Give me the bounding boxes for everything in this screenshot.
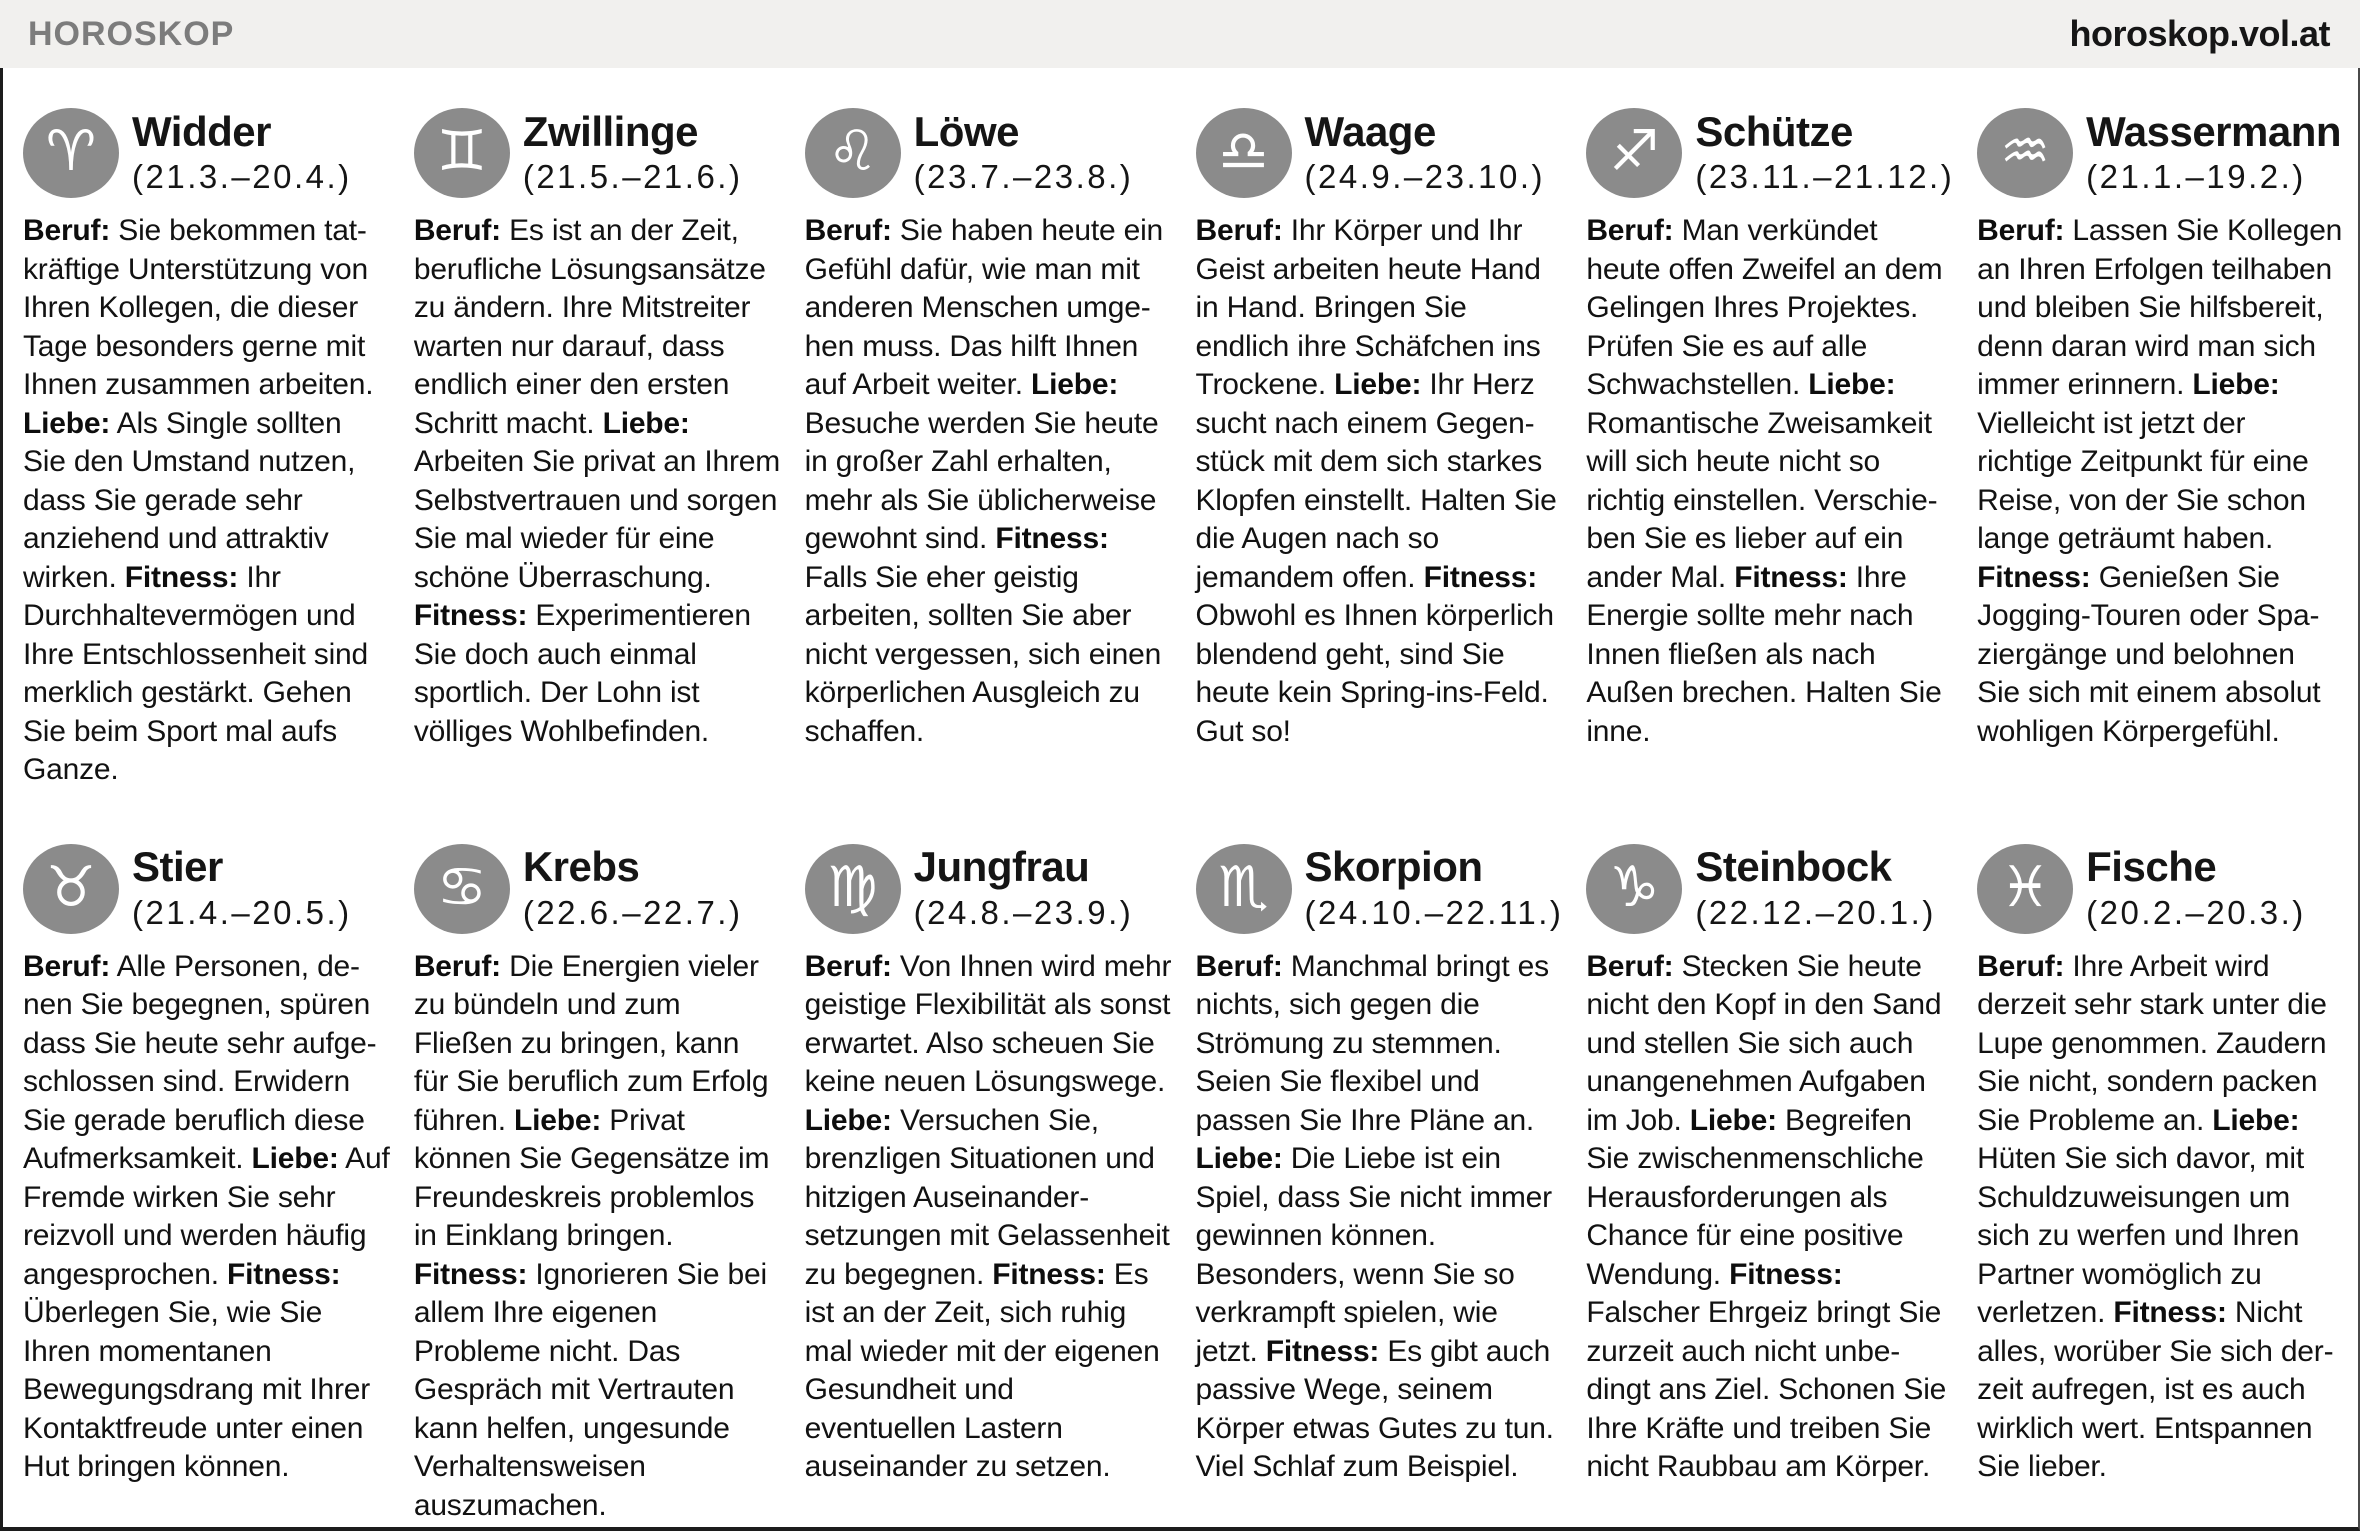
sagittarius-icon	[1586, 108, 1682, 198]
card-header	[1586, 108, 1953, 198]
section-label: Liebe:	[1689, 1103, 1777, 1137]
card-header	[414, 844, 781, 934]
section-label: Fitness:	[413, 599, 528, 632]
horoscope-card	[23, 844, 390, 1526]
section-label: Liebe:	[513, 1103, 602, 1137]
section-label: Beruf:	[413, 949, 501, 983]
horoscope-grid	[0, 68, 2360, 1531]
sign-title-block	[1304, 107, 1545, 197]
section-label: Liebe:	[1334, 368, 1422, 401]
card-header	[1196, 108, 1563, 198]
section-label: Beruf:	[23, 214, 111, 247]
sign-dates: (23.7.–23.8.)	[913, 158, 1134, 196]
sign-text: Beruf: Die Energien vieler zu bündeln und zum Fließen zu bringen, kann für Sie beruflich zum Erfolg führen. Liebe: Privat können Sie Gegensätze im Freundeskreis problemlos in Einklang bringen. Fitness: Ignorieren Sie bei allem Ihre eigenen Probleme nicht. Das Gespräch mit Vertrauten kann helfen, ungesunde Verhaltensweisen auszumachen.	[413, 949, 770, 1522]
section-label: Liebe:	[602, 406, 690, 440]
card-header	[1977, 108, 2344, 198]
section-label: Fitness:	[1423, 560, 1537, 594]
horoscope-card	[805, 108, 1172, 790]
section-label: Liebe:	[2212, 1103, 2300, 1137]
horoscope-card	[1586, 108, 1953, 790]
sign-text: Beruf: Lassen Sie Kollegen an Ihren Erfolgen teilhaben und bleiben Sie hilfsbereit, denn daran wird man sich immer erinnern. Liebe: Vielleicht ist jetzt der richtige Zeitpunkt für eine Reise, von der Sie schon lange geträumt haben. Fitness: Genießen Sie Jogging-Touren oder Spaziergänge und belohnen Sie sich mit einem absolut wohligen Körpergefühl.	[1977, 214, 2343, 748]
sign-dates: (24.10.–22.11.)	[1304, 893, 1564, 931]
sign-title-block	[522, 107, 743, 197]
page-title: HOROSKOP	[28, 14, 235, 53]
gemini-icon	[414, 108, 510, 198]
cancer-icon	[414, 844, 510, 934]
section-label: Fitness:	[992, 1257, 1106, 1291]
zodiac-glyph: ♌	[827, 119, 878, 184]
sign-name: Widder	[132, 107, 271, 155]
sign-title-block	[914, 845, 1134, 932]
sign-dates: (21.1.–19.2.)	[2086, 158, 2306, 196]
section-label: Fitness:	[2113, 1296, 2227, 1329]
zodiac-glyph: ♏	[1218, 854, 1269, 920]
card-header	[23, 108, 390, 198]
sign-dates: (21.4.–20.5.)	[132, 893, 352, 931]
sign-text: Beruf: Es ist an der Zeit, berufliche Lösungsansätze zu ändern. Ihre Mitstreiter warten nur darauf, dass endlich einer den ersten Schritt macht. Liebe: Arbeiten Sie privat an Ihrem Selbstvertrauen und sorgen Sie mal wieder für eine schöne Überraschung. Fitness: Experimentieren Sie doch auch einmal sportlich. Der Lohn ist völliges Wohlbefinden.	[413, 214, 781, 748]
section-label: Beruf:	[1586, 214, 1674, 247]
sign-dates: (20.2.–20.3.)	[2086, 893, 2306, 931]
section-label: Fitness:	[995, 522, 1109, 555]
aries-icon	[23, 108, 119, 198]
sign-name: Waage	[1304, 107, 1436, 155]
horoscope-card	[1977, 844, 2344, 1526]
sign-dates: (24.9.–23.10.)	[1304, 158, 1545, 196]
card-header	[414, 108, 781, 198]
section-label: Beruf:	[1195, 949, 1283, 983]
virgo-icon	[805, 844, 901, 934]
section-label: Beruf:	[413, 214, 501, 247]
sign-name: Fische	[2086, 843, 2217, 891]
horoscope-card	[23, 108, 390, 790]
sign-name: Stier	[132, 843, 223, 891]
section-label: Beruf:	[1586, 949, 1674, 983]
sign-name: Zwillinge	[522, 107, 698, 155]
sign-title-block	[523, 845, 743, 932]
sign-dates: (23.11.–21.12.)	[1695, 158, 1955, 196]
masthead	[0, 0, 2360, 68]
taurus-icon	[23, 844, 119, 934]
sign-dates: (22.6.–22.7.)	[522, 893, 743, 931]
section-label: Liebe:	[2192, 368, 2280, 401]
section-label: Fitness:	[1729, 1257, 1843, 1291]
section-label: Fitness:	[1734, 560, 1848, 594]
sign-dates: (21.3.–20.4.)	[132, 158, 352, 196]
pisces-icon	[1977, 844, 2073, 934]
zodiac-glyph: ♑	[1609, 854, 1660, 920]
sign-title-block	[2086, 845, 2306, 932]
sign-text: Beruf: Ihre Arbeit wird derzeit sehr stark unter die Lupe genommen. Zaudern Sie nicht, sondern packen Sie Probleme an. Liebe: Hüten Sie sich davor, mit Schuldzuweisungen um sich zu werfen und Ihren Partner womöglich zu verletzen. Fitness: Nicht alles, worüber Sie sich derzeit aufregen, ist es auch wirklich wert. Entspannen Sie lieber.	[1977, 949, 2334, 1483]
sign-dates: (22.12.–20.1.)	[1695, 893, 1936, 931]
section-label: Beruf:	[804, 214, 892, 247]
section-label: Liebe:	[1195, 1142, 1283, 1175]
sign-name: Krebs	[522, 843, 640, 891]
section-label: Liebe:	[251, 1142, 339, 1175]
zodiac-glyph: ♉	[45, 854, 97, 920]
sign-text: Beruf: Sie haben heute ein Gefühl dafür, wie man mit anderen Menschen umgehen muss. Das hilft Ihnen auf Arbeit weiter. Liebe: Besuche werden Sie heute in großer Zahl erhalten, mehr als Sie üblicherweise gewohnt sind. Fitness: Falls Sie eher geistig arbeiten, sollten Sie aber nicht vergessen, sich einen körperlichen Ausgleich zu schaffen.	[804, 214, 1164, 748]
section-label: Beruf:	[1977, 214, 2065, 247]
zodiac-glyph: ♍	[827, 854, 878, 920]
sign-name: Jungfrau	[913, 843, 1090, 891]
section-label: Liebe:	[1030, 368, 1119, 401]
sign-name: Löwe	[913, 107, 1019, 155]
section-label: Beruf:	[23, 949, 111, 983]
zodiac-glyph: ♈	[45, 119, 97, 184]
sign-name: Wassermann	[2086, 107, 2342, 155]
zodiac-glyph: ♊	[436, 119, 487, 184]
scorpio-icon	[1196, 844, 1292, 934]
horoscope-card	[1196, 844, 1563, 1526]
card-header	[1977, 844, 2344, 934]
libra-icon	[1196, 108, 1292, 198]
section-label: Liebe:	[1808, 368, 1896, 401]
zodiac-glyph: ♎	[1218, 119, 1269, 184]
sign-title-block	[132, 107, 352, 197]
sign-name: Skorpion	[1304, 843, 1483, 891]
sign-title-block	[1695, 845, 1935, 932]
sign-title-block	[1305, 845, 1564, 932]
sign-title-block	[1695, 107, 1955, 197]
sign-text: Beruf: Von Ihnen wird mehr geistige Flexibilität als sonst erwartet. Also scheuen Sie keine neuen Lösungswege. Liebe: Versuchen Sie, brenzligen Situationen und hitzigen Auseinandersetzungen mit Gelassenheit zu begegnen. Fitness: Es ist an der Zeit, sich ruhig mal wieder mit der eigenen Gesundheit und eventuellen Lastern auseinander zu setzen.	[804, 949, 1172, 1483]
sign-name: Steinbock	[1695, 843, 1892, 891]
card-header	[805, 844, 1172, 934]
sign-text: Beruf: Alle Personen, denen Sie begegnen, spüren dass Sie heute sehr aufgeschlossen sind. Erwidern Sie gerade beruflich diese Aufmerksamkeit. Liebe: Auf Fremde wirken Sie sehr reizvoll und werden häufig angesprochen. Fitness: Überlegen Sie, wie Sie Ihren momentanen Bewegungsdrang mit Ihrer Kontaktfreude unter einen Hut bringen können.	[23, 949, 390, 1483]
section-label: Beruf:	[1977, 949, 2065, 983]
section-label: Fitness:	[227, 1257, 341, 1291]
card-header	[1196, 844, 1563, 934]
aquarius-icon	[1977, 108, 2073, 198]
section-label: Fitness:	[413, 1257, 528, 1291]
site-url: horoskop.vol.at	[2069, 13, 2330, 54]
sign-text: Beruf: Manchmal bringt es nichts, sich gegen die Strömung zu stemmen. Seien Sie flexibel und passen Sie Ihre Pläne an. Liebe: Die Liebe ist ein Spiel, dass Sie nicht immer gewinnen können. Besonders, wenn Sie so verkrampft spielen, wie jetzt. Fitness: Es gibt auch passive Wege, seinem Körper etwas Gutes zu tun. Viel Schlaf zum Beispiel.	[1195, 949, 1554, 1483]
horoscope-card	[1977, 108, 2344, 790]
card-header	[1586, 844, 1953, 934]
sign-text: Beruf: Stecken Sie heute nicht den Kopf in den Sand und stellen Sie sich auch unangenehmen Aufgaben im Job. Liebe: Begreifen Sie zwischenmenschliche Herausforderungen als Chance für eine positive Wendung. Fitness: Falscher Ehrgeiz bringt Sie zurzeit auch nicht unbedingt ans Ziel. Schonen Sie Ihre Kräfte und treiben Sie nicht Raubbau am Körper.	[1586, 949, 1947, 1483]
sign-title-block	[2086, 107, 2342, 197]
sign-text: Beruf: Ihr Körper und Ihr Geist arbeiten heute Hand in Hand. Bringen Sie endlich ihre Schäfchen ins Trockene. Liebe: Ihr Herz sucht nach einem Gegenstück mit dem sich starkes Klopfen einstellt. Halten Sie die Augen nach so jemandem offen. Fitness: Obwohl es Ihnen körperlich blendend geht, sind Sie heute kein Spring-ins-Feld. Gut so!	[1195, 214, 1557, 748]
sign-text: Beruf: Sie bekommen tatkräftige Unterstützung von Ihren Kollegen, die dieser Tage besonders gerne mit Ihnen zusammen arbeiten. Liebe: Als Single sollten Sie den Umstand nutzen, dass Sie gerade sehr anziehend und attraktiv wirken. Fitness: Ihr Durchhaltevermögen und Ihre Entschlossenheit sind merklich gestärkt. Gehen Sie beim Sport mal aufs Ganze.	[23, 214, 374, 786]
zodiac-glyph: ♋	[436, 854, 487, 920]
sign-dates: (21.5.–21.6.)	[522, 158, 743, 196]
horoscope-card	[1586, 844, 1953, 1526]
sign-text: Beruf: Man verkündet heute offen Zweifel an dem Gelingen Ihres Projektes. Prüfen Sie es auf alle Schwachstellen. Liebe: Romantische Zweisamkeit will sich heute nicht so richtig einstellen. Verschieben Sie es lieber auf ein ander Mal. Fitness: Ihre Energie sollte mehr nach Innen fließen als nach Außen brechen. Halten Sie inne.	[1586, 214, 1943, 748]
capricorn-icon	[1586, 844, 1682, 934]
sign-name: Schütze	[1695, 107, 1853, 155]
zodiac-glyph: ♒	[2000, 119, 2051, 184]
card-header	[805, 108, 1172, 198]
section-label: Fitness:	[1977, 560, 2091, 594]
section-label: Fitness:	[1265, 1334, 1380, 1368]
card-header	[23, 844, 390, 934]
section-label: Beruf:	[804, 949, 892, 983]
zodiac-glyph: ♐	[1609, 119, 1660, 184]
leo-icon	[805, 108, 901, 198]
section-label: Beruf:	[1195, 214, 1283, 247]
zodiac-glyph: ♓	[2000, 854, 2051, 920]
section-label: Liebe:	[23, 406, 111, 440]
horoscope-card	[805, 844, 1172, 1526]
sign-dates: (24.8.–23.9.)	[913, 893, 1134, 931]
horoscope-card	[1196, 108, 1563, 790]
horoscope-card	[414, 844, 781, 1526]
horoscope-card	[414, 108, 781, 790]
sign-title-block	[913, 107, 1134, 197]
sign-title-block	[132, 845, 352, 932]
section-label: Liebe:	[804, 1103, 892, 1137]
section-label: Fitness:	[124, 560, 239, 594]
